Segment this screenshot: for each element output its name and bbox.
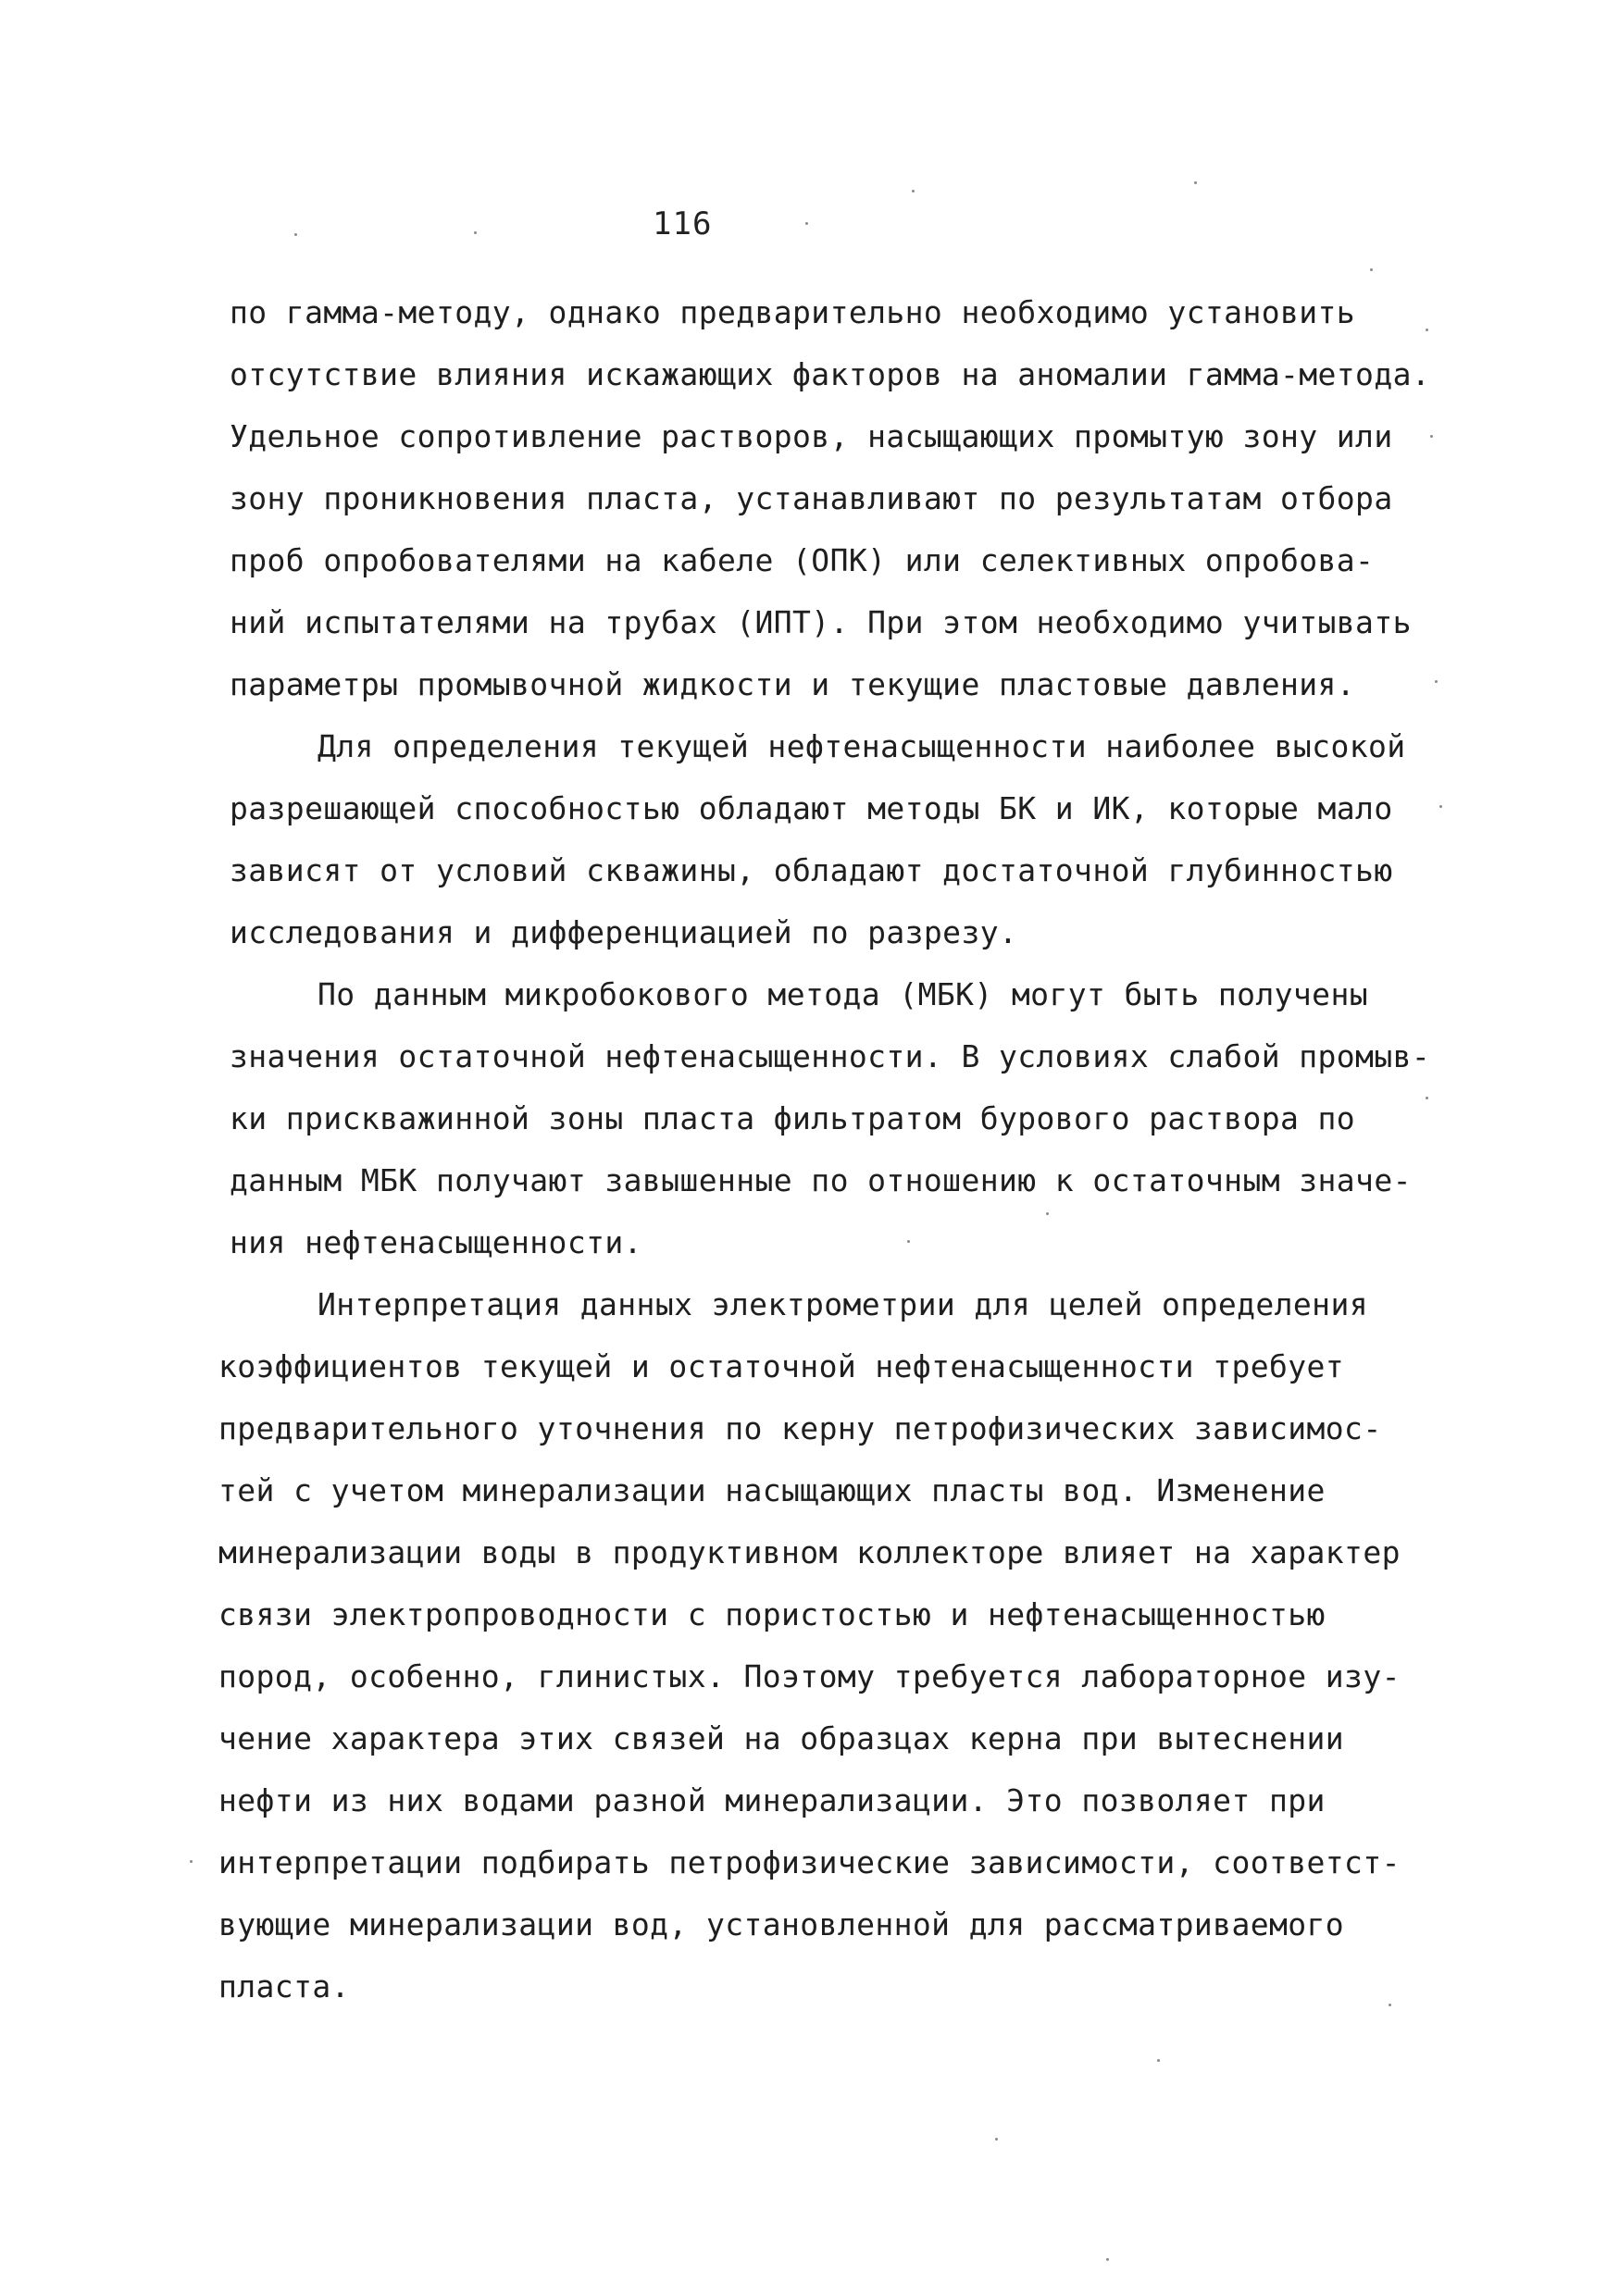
text-line: параметры промывочной жидкости и текущие пластовые давления.: [230, 666, 1356, 702]
scan-speck: [1389, 2004, 1391, 2006]
text-line: значения остаточной нефтенасыщенности. В условиях слабой промыв-: [230, 1038, 1431, 1074]
text-line: данным МБК получают завышенные по отношению к остаточным значе-: [230, 1162, 1412, 1198]
text-line: по гамма-методу, однако предварительно необходимо установить: [230, 294, 1356, 330]
text-line: тей с учетом минерализации насыщающих пласты вод. Изменение: [218, 1472, 1326, 1508]
text-line: ния нефтенасыщенности.: [230, 1224, 642, 1260]
text-line: проб опробователями на кабеле (ОПК) или селективных опробова-: [230, 542, 1375, 578]
text-line: По данным микробокового метода (МБК) могут быть получены: [318, 976, 1368, 1012]
scan-speck: [907, 1240, 910, 1243]
text-line: пласта.: [218, 1968, 350, 2004]
scan-speck: [995, 2138, 998, 2141]
text-line: Удельное сопротивление растворов, насыщающих промытую зону или: [230, 418, 1393, 454]
text-line: коэффициентов текущей и остаточной нефтенасыщенности требует: [218, 1348, 1345, 1384]
page-number: 116: [653, 205, 713, 242]
scan-speck: [1046, 1212, 1049, 1215]
text-line: зону проникновения пласта, устанавливают по результатам отбора: [230, 480, 1393, 516]
text-line: ний испытателями на трубах (ИПТ). При этом необходимо учитывать: [230, 604, 1412, 640]
text-line: ки прискважинной зоны пласта фильтратом бурового раствора по: [230, 1100, 1356, 1136]
scan-speck: [1435, 680, 1438, 683]
scan-speck: [474, 231, 477, 234]
scan-speck: [1106, 2258, 1109, 2261]
text-line: связи электропроводности с пористостью и нефтенасыщенностью: [218, 1596, 1326, 1632]
scan-speck: [1426, 329, 1428, 331]
text-line: предварительного уточнения по керну петрофизических зависимос-: [218, 1410, 1382, 1446]
scan-speck: [1157, 2059, 1160, 2062]
scan-speck: [1430, 435, 1433, 438]
scan-speck: [294, 233, 297, 236]
text-line: Интерпретация данных электрометрии для целей определения: [318, 1286, 1368, 1322]
text-line: чение характера этих связей на образцах керна при вытеснении: [218, 1720, 1345, 1756]
text-line: нефти из них водами разной минерализации. Это позволяет при: [218, 1782, 1326, 1818]
text-line: зависят от условий скважины, обладают достаточной глубинностью: [230, 852, 1393, 888]
text-line: отсутствие влияния искажающих факторов на аномалии гамма-метода.: [230, 356, 1431, 392]
text-line: исследования и дифференциацией по разрезу.: [230, 914, 1018, 950]
scan-speck: [1194, 181, 1197, 184]
scan-speck: [1439, 805, 1442, 808]
text-line: интерпретации подбирать петрофизические зависимости, соответст-: [218, 1844, 1401, 1880]
text-line: Для определения текущей нефтенасыщенности наиболее высокой: [318, 728, 1406, 764]
text-line: вующие минерализации вод, установленной для рассматриваемого: [218, 1906, 1345, 1942]
scan-speck: [1370, 268, 1373, 271]
scan-speck: [805, 222, 808, 225]
scan-speck: [190, 1860, 193, 1863]
text-line: разрешающей способностью обладают методы БК и ИК, которые мало: [230, 790, 1393, 826]
scan-speck: [912, 190, 915, 192]
text-line: минерализации воды в продуктивном коллекторе влияет на характер: [218, 1534, 1401, 1570]
text-line: пород, особенно, глинистых. Поэтому требуется лабораторное изу-: [218, 1658, 1401, 1694]
scan-speck: [1426, 1097, 1428, 1099]
